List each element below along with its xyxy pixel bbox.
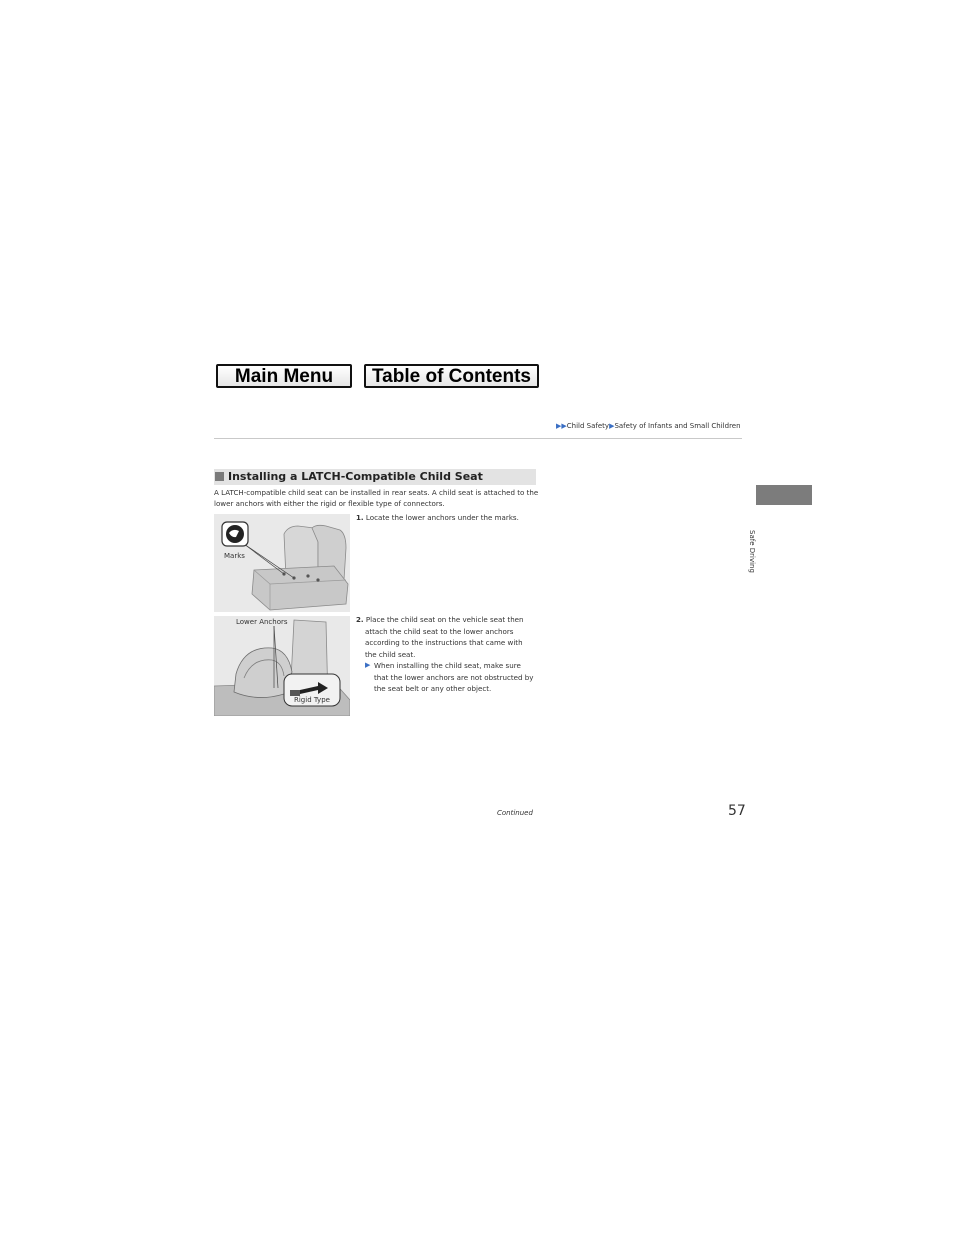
figure-rigid-type [214, 616, 350, 716]
label-marks: Marks [224, 552, 245, 560]
note-arrow-icon: ▶ [365, 661, 371, 669]
section-heading-text: Installing a LATCH-Compatible Child Seat [228, 470, 483, 483]
step-number: 2. [356, 615, 364, 624]
section-heading [214, 469, 536, 485]
step-note-text: When installing the child seat, make sure that the lower anchors are not obstructed by the seat belt or any other object. [374, 661, 534, 693]
step-2 [356, 614, 536, 695]
header-divider [214, 438, 742, 439]
step-text: Locate the lower anchors under the marks. [365, 513, 519, 522]
step-number: 1. [356, 513, 364, 522]
page-number: 57 [728, 803, 746, 819]
figure-lower-anchor-marks [214, 514, 350, 612]
side-chapter-label: Safe Driving [748, 530, 756, 573]
label-lower-anchors: Lower Anchors [236, 618, 288, 626]
breadcrumb-item-child-safety[interactable]: Child Safety [566, 422, 610, 430]
continued-label: Continued [497, 809, 533, 817]
side-chapter-tab [756, 485, 812, 505]
table-of-contents-button[interactable]: Table of Contents [364, 364, 539, 388]
label-rigid-type: Rigid Type [294, 696, 330, 704]
main-menu-button[interactable]: Main Menu [216, 364, 352, 388]
heading-square-icon [215, 472, 224, 481]
intro-paragraph: A LATCH-compatible child seat can be installed in rear seats. A child seat is attached to the lower anchors with either the rigid or flexible type of connectors. [214, 488, 539, 508]
step-1 [356, 512, 540, 524]
step-text: Place the child seat on the vehicle seat then attach the child seat to the lower anchors according to the instructions that came with the child seat. [365, 615, 524, 659]
breadcrumb [556, 422, 756, 430]
breadcrumb-arrow-icon: ▶ [609, 422, 615, 430]
step-note [365, 660, 536, 695]
breadcrumb-item-safety-infants[interactable]: Safety of Infants and Small Children [614, 422, 741, 430]
rear-seat-illustration [214, 514, 350, 612]
breadcrumb-arrow-icon: ▶▶ [556, 422, 567, 430]
